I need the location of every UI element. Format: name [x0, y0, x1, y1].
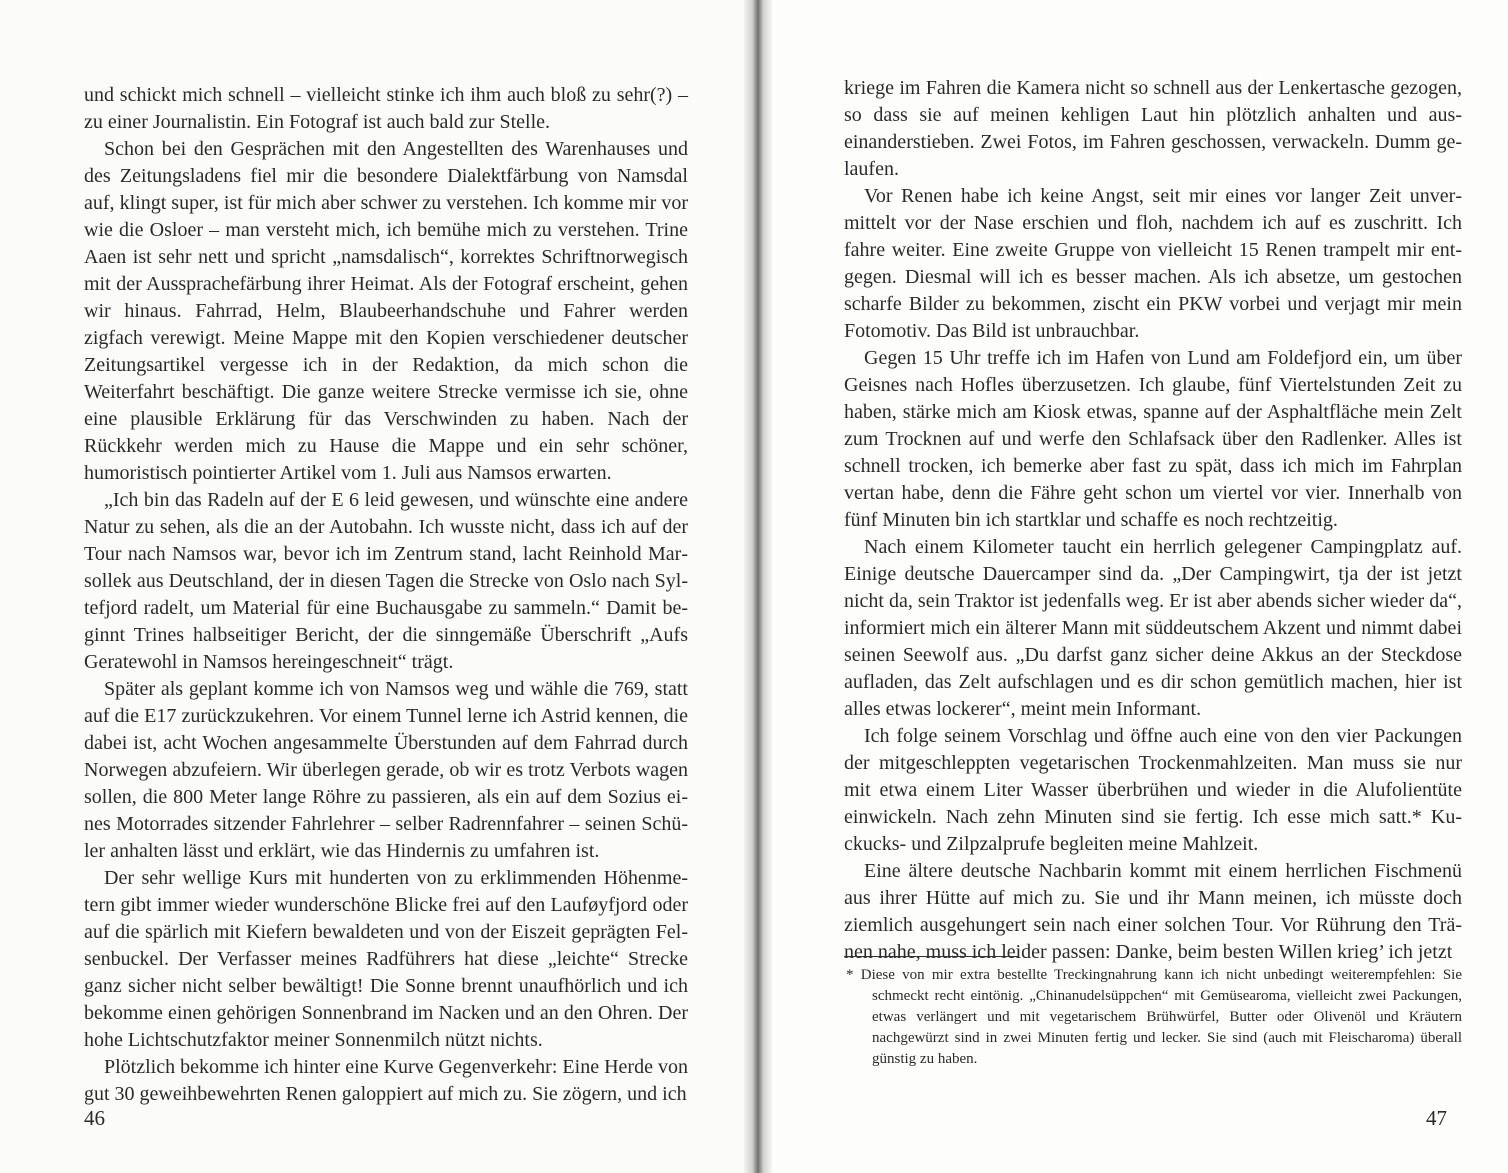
- paragraph: Plötzlich bekomme ich hinter eine Kurve Gegenverkehr: Eine Herde von gut 30 geweihbewehrten Renen galoppiert auf mich zu. Sie zögern, und ich: [84, 1056, 688, 1105]
- paragraph: Der sehr wellige Kurs mit hunderten von zu erklimmenden Höhenmetern gibt immer wieder wunderschöne Blicke frei auf den Lauføyfjord oder auf die spärlich mit Kiefern bewaldeten und von der Eiszeit geprägten Felsenbuckel. Der Verfasser meines Radführers hat diese „leichte“ Strecke ganz sicher nicht selber bewältigt! Die Sonne brennt unaufhörlich und ich bekomme einen gehörigen Sonnenbrand im Nacken und an den Ohren. Der hohe Lichtschutzfaktor meiner Sonnenmilch nützt nichts.: [84, 867, 688, 1051]
- left-page-text: [84, 82, 688, 1108]
- paragraph: Ich folge seinem Vorschlag und öffne auch eine von den vier Packungen der mitgeschleppten vegetarischen Trockenmahlzeiten. Man muss sie nur mit etwa einem Liter Wasser überbrühen und wieder in die Alufolientüte einwickeln. Nach zehn Minuten sind sie fertig. Ich esse mich satt.* Kuckucks- und Zilpzalprufe begleiten meine Mahlzeit.: [844, 725, 1462, 855]
- page-number-right: 47: [1426, 1106, 1447, 1130]
- footnote-rule: [844, 956, 1018, 957]
- page-number-left: 46: [84, 1106, 105, 1130]
- paragraph: kriege im Fahren die Kamera nicht so schnell aus der Lenkertasche gezogen, so dass sie auf meinen kehligen Laut hin plötzlich anhalten und auseinanderstieben. Zwei Fotos, im Fahren geschossen, verwackeln. Dumm gelaufen.: [844, 77, 1462, 180]
- right-page: [760, 0, 1508, 1173]
- book-gutter: [744, 0, 772, 1173]
- paragraph: Eine ältere deutsche Nachbarin kommt mit einem herrlichen Fischmenü aus ihrer Hütte auf mich zu. Sie und ihr Mann meinen, ich müsste doch ziemlich ausgehungert sein nach einer solchen Tour. Vor Rührung den Tränen nahe, muss ich leider passen: Danke, beim besten Willen krieg’ ich jetzt: [844, 860, 1462, 963]
- footnote-text: * Diese von mir extra bestellte Treckingnahrung kann ich nicht unbedingt weiterempfehlen: Sie schmeckt recht eintönig. „Chinanudelsüppchen“ mit Gemüsearoma, vielleicht zwei Packungen, etwas verlängert und mit vegetarischem Brühwürfel, Butter oder Olivenöl und Kräutern nachgewürzt sind in zwei Minuten fertig und lecker. Sie sind (auch mit Fleischaroma) überall günstig zu haben.: [846, 967, 1462, 1067]
- footnote: [844, 965, 1462, 1070]
- paragraph: Nach einem Kilometer taucht ein herrlich gelegener Campingplatz auf. Einige deutsche Dauercamper sind da. „Der Campingwirt, tja der ist jetzt nicht da, sein Traktor ist jedenfalls weg. Er ist aber abends sicher wieder da“, informiert mich ein älterer Mann mit süddeutschem Akzent und nimmt dabei seinen Seewolf aus. „Du darfst ganz sicher deine Akkus an der Steckdose aufladen, das Zelt aufschlagen und es dir schon gemütlich machen, hier ist alles etwas lockerer“, meint mein Informant.: [844, 536, 1462, 720]
- paragraph: „Ich bin das Radeln auf der E 6 leid gewesen, und wünschte eine andere Natur zu sehen, als die an der Autobahn. Ich wusste nicht, dass ich auf der Tour nach Namsos war, bevor ich im Zentrum stand, lacht Reinhold Marsollek aus Deutschland, der in diesen Tagen die Strecke von Oslo nach Syltefjord radelt, um Material für eine Buchausgabe zu sammeln.“ Damit beginnt Trines halbseitiger Bericht, der die sinngemäße Überschrift „Aufs Geratewohl in Namsos hereingeschneit“ trägt.: [84, 489, 688, 673]
- paragraph: Gegen 15 Uhr treffe ich im Hafen von Lund am Foldefjord ein, um über Geisnes nach Hofles überzusetzen. Ich glaube, fünf Viertelstunden Zeit zu haben, stärke mich am Kiosk etwas, spanne auf der Asphaltfläche mein Zelt zum Trocknen auf und werfe den Schlafsack über den Radlenker. Alles ist schnell trocken, ich bemerke aber fast zu spät, dass ich mich im Fahrplan vertan habe, denn die Fähre geht schon um viertel vor vier. Innerhalb von fünf Minuten bin ich startklar und schaffe es noch rechtzeitig.: [844, 347, 1462, 531]
- paragraph: Vor Renen habe ich keine Angst, seit mir eines vor langer Zeit unvermittelt vor der Nase erschien und floh, nachdem ich auf es zuschritt. Ich fahre weiter. Eine zweite Gruppe von vielleicht 15 Renen trampelt mir entgegen. Diesmal will ich es besser machen. Als ich absetze, um gestochen scharfe Bilder zu bekommen, zischt ein PKW vorbei und verjagt mir mein Fotomotiv. Das Bild ist unbrauchbar.: [844, 185, 1462, 342]
- paragraph: Später als geplant komme ich von Namsos weg und wähle die 769, statt auf die E17 zurückzukehren. Vor einem Tunnel lerne ich Astrid kennen, die dabei ist, acht Wochen angesammelte Überstunden auf dem Fahrrad durch Norwegen abzufeiern. Wir überlegen gerade, ob wir es trotz Verbots wagen sollen, die 800 Meter lange Röhre zu passieren, als ein auf dem Sozius eines Motorrades sitzender Fahrlehrer – selber Radrennfahrer – seinen Schüler anhalten lässt und erklärt, wie das Hindernis zu umfahren ist.: [84, 678, 688, 862]
- paragraph: und schickt mich schnell – vielleicht stinke ich ihm auch bloß zu sehr(?) – zu einer Journalistin. Ein Fotograf ist auch bald zur Stelle.: [84, 84, 688, 133]
- right-page-text: [844, 75, 1462, 966]
- paragraph: Schon bei den Gesprächen mit den Angestellten des Warenhauses und des Zeitungsladens fiel mir die besondere Dialektfärbung von Namsdal auf, klingt super, ist für mich aber schwer zu verstehen. Ich komme mir vor wie die Osloer – man versteht mich, ich bemühe mich zu verstehen. Trine Aaen ist sehr nett und spricht „namsdalisch“, korrektes Schriftnorwegisch mit der Aussprachefärbung ihrer Heimat. Als der Fotograf erscheint, gehen wir hinaus. Fahrrad, Helm, Blaubeerhandschuhe und Fahrer werden zigfach verewigt. Meine Mappe mit den Kopien verschiedener deutscher Zeitungsartikel vergesse ich in der Redaktion, da mich schon die Weiterfahrt beschäftigt. Die ganze weitere Strecke vermisse ich sie, ohne eine plausible Erklärung für das Verschwinden zu haben. Nach der Rückkehr werden mich zu Hause die Mappe und ein sehr schöner, humoristisch pointierter Artikel vom 1. Juli aus Namsos erwarten.: [84, 138, 688, 484]
